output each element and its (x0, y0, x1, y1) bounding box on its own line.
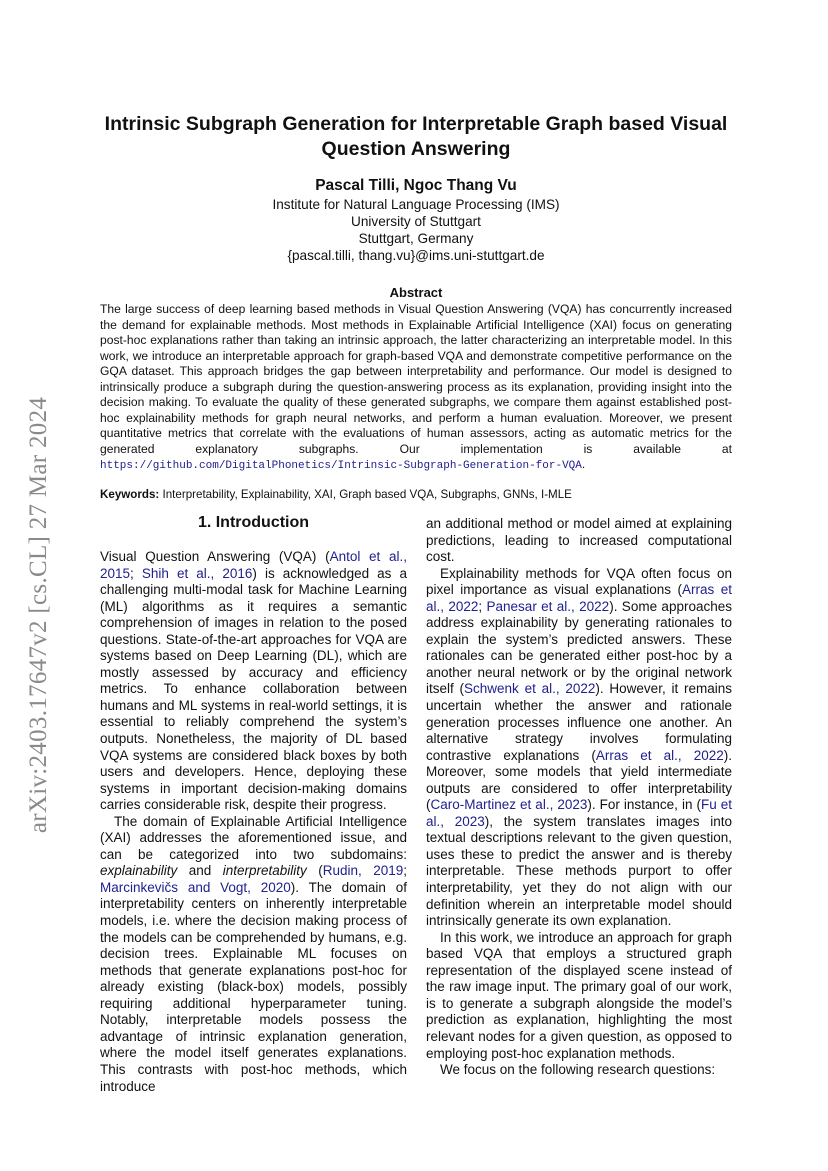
body-text: We focus on the following research questions: (440, 1062, 716, 1078)
intro-paragraph-3 (426, 566, 732, 930)
citation-link[interactable]: Marcinkevičs and Vogt, 2020 (100, 879, 291, 895)
body-text: ). Moreover, some models that yield intermediate outputs are considered to offer interpretability ( (426, 747, 732, 813)
emphasized-term: explainability (100, 863, 178, 879)
abstract-text: The large success of deep learning based methods in Visual Question Answering (VQA) has concurrently increased the demand for explainable methods. Most methods in Explainable Artificial Intelligence (XAI) focus on generating post-hoc explanations rather than taking an intrinsic approach, the latter characterizing an interpretable model. In this work, we introduce an interpretable approach for graph-based VQA and demonstrate competitive performance on the GQA dataset. This approach bridges the gap between interpretability and performance. Our model is designed to intrinsically produce a subgraph during the question-answering process as its explanation, providing insight into the decision making. To evaluate the quality of these generated subgraphs, we compare them against established post-hoc explainability methods for graph neural networks, and perform a human evaluation. Moreover, we present quantitative metrics that correlate with the evaluations of human assessors, acting as automatic metrics for the generated explanatory subgraphs. Our implementation is available at (100, 302, 732, 456)
affiliation-university: University of Stuttgart (351, 214, 481, 229)
arxiv-identifier: arXiv:2403.17647v2 [cs.CL] 27 Mar 2024 (25, 396, 52, 834)
body-text: Explainability methods for VQA often focus on pixel importance as visual explanations ( (426, 565, 732, 598)
left-column (100, 549, 407, 1095)
intro-paragraph-2 (100, 814, 407, 1095)
citation-link[interactable]: Schwenk et al., 2022 (464, 681, 596, 697)
body-text: ), the system translates images into textual descriptions relevant to the given question, uses these to predict the answer and is thereby interpretable. These methods purport to offer interpretability, yet they do not align with our definition wherein an interpretable model should intrinsically generate its own explanation. (426, 813, 732, 929)
body-text: ). For instance, in ( (587, 797, 701, 813)
citation-link[interactable]: Panesar et al., 2022 (486, 598, 610, 614)
body-text: The domain of Explainable Artificial Intelligence (XAI) addresses the aforementioned issue, and can be categorized into two subdomains: (100, 813, 407, 862)
keywords-text: Interpretability, Explainability, XAI, Graph based VQA, Subgraphs, GNNs, I-MLE (159, 488, 572, 501)
abstract-heading: Abstract (389, 285, 443, 300)
body-text: Visual Question Answering (VQA) ( (100, 549, 330, 564)
citation-link[interactable]: Fu et al., 2023 (426, 797, 732, 829)
body-text: ( (306, 863, 323, 879)
affiliation-block (100, 196, 732, 264)
paper-authors: Pascal Tilli, Ngoc Thang Vu (315, 177, 517, 194)
affiliation-institute: Institute for Natural Language Processing (IMS) (272, 197, 560, 212)
affiliation-email: {pascal.tilli, thang.vu}@ims.uni-stuttgart.de (287, 248, 545, 263)
paper-title: Intrinsic Subgraph Generation for Interpretable Graph based Visual Question Answering (104, 113, 728, 160)
citation-link[interactable]: Rudin, 2019 (322, 863, 404, 879)
citation-link[interactable]: Arras et al., 2022 (595, 747, 724, 763)
affiliation-location: Stuttgart, Germany (358, 231, 474, 246)
body-text: In this work, we introduce an approach for graph based VQA that employs a structured graph representation of the displayed scene instead of the raw image input. The primary goal of our work, is to generate a subgraph alongside the model’s prediction as explanation, highlighting the most relevant nodes for a given question, as opposed to employing post-hoc explanation methods. (426, 929, 732, 1061)
keywords-label: Keywords: (100, 488, 160, 501)
body-text: ). The domain of interpretability centers on inherently interpretable models, i.e. where the decision making process of the models can be comprehended by humans, e.g. decision trees. Explainable ML focuses on methods that generate explanations post-hoc for already existing (black-box) models, possibly requiring additional hyperparameter tuning. Notably, interpretable models possess the advantage of intrinsic explanation generation, where the model itself generates explanations. This contrasts with post-hoc methods, which introduce (100, 879, 407, 1094)
citation-link[interactable]: Antol et al., 2015 (100, 549, 408, 581)
section-heading-introduction: 1. Introduction (197, 514, 310, 531)
body-text: ; (403, 863, 408, 879)
body-text: an additional method or model aimed at explaining predictions, leading to increased computational cost. (426, 516, 732, 565)
body-text: ) is acknowledged as a challenging multi-modal task for Machine Learning (ML) algorithms as it requires a semantic comprehension of images in relation to the posed questions. State-of-the-art approaches for VQA are systems based on Deep Learning (DL), which are mostly assessed by accuracy and efficiency metrics. To enhance collaboration between humans and ML systems in real-world settings, it is essential to reliably comprehend the system’s outputs. Nonetheless, the majority of DL based VQA systems are considered black boxes by both users and developers. Hence, deploying these systems in important decision-making domains carries considerable risk, despite their progress. (100, 565, 407, 813)
body-text: and (177, 863, 223, 879)
citation-link[interactable]: Caro-Martinez et al., 2023 (430, 797, 588, 813)
abstract-body (100, 302, 732, 475)
intro-paragraph-5 (426, 1062, 732, 1079)
emphasized-term: interpretability (222, 863, 307, 879)
keywords-line (100, 488, 732, 501)
intro-paragraph-continued (426, 516, 732, 566)
arxiv-sidebar (18, 350, 60, 880)
abstract-end: . (581, 457, 586, 471)
body-text: ). However, it remains uncertain whether the answer and rationale generation processes influence one another. An alternative strategy involves formulating contrastive explanations ( (426, 681, 732, 763)
body-text: ; (478, 598, 487, 614)
right-column (426, 516, 732, 1079)
intro-paragraph-4 (426, 930, 732, 1062)
code-repository-link[interactable]: https://github.com/DigitalPhonetics/Intrinsic-Subgraph-Generation-for-VQA (100, 460, 582, 472)
intro-paragraph-1 (100, 549, 407, 814)
body-text: ; (130, 565, 142, 581)
citation-link[interactable]: Arras et al., 2022 (426, 582, 733, 614)
body-text: ). Some approaches address explainability by generating rationales to explain the system’s predicted answers. These rationales can be generated either post-hoc by a another neural network or by the original network itself ( (426, 598, 732, 697)
citation-link[interactable]: Shih et al., 2016 (141, 565, 253, 581)
